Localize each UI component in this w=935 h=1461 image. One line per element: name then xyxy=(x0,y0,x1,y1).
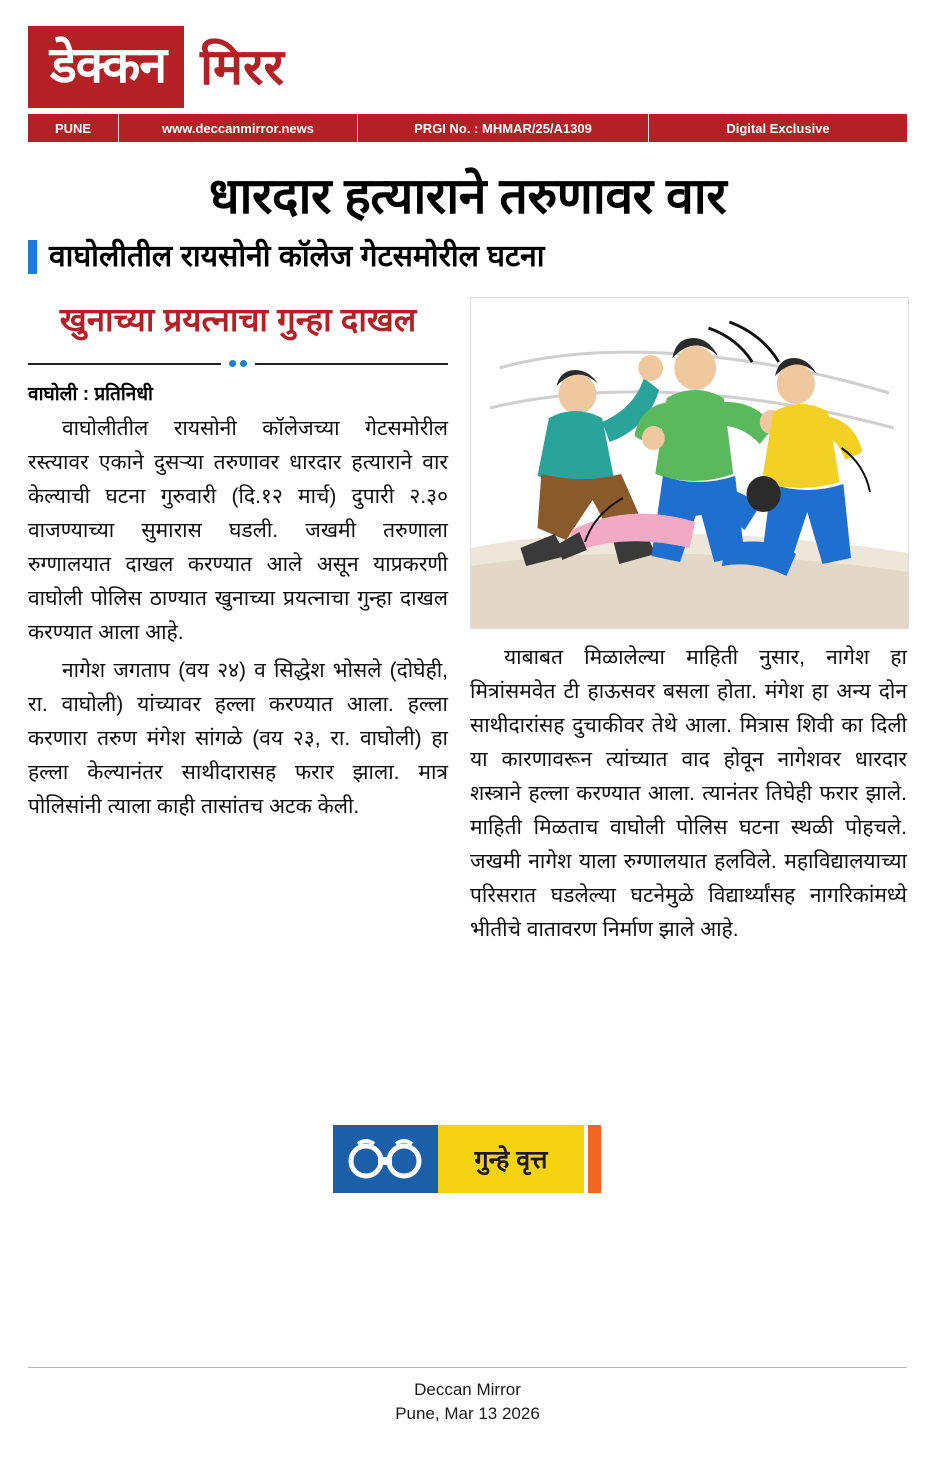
dot-icon xyxy=(229,360,236,367)
footer-place-date: Pune, Mar 13 2026 xyxy=(395,1404,540,1424)
logo-secondary-text: मिरर xyxy=(200,39,284,95)
kicker: खुनाच्या प्रयत्नाचा गुन्हा दाखल xyxy=(59,300,417,338)
left-column xyxy=(28,297,448,951)
info-bar xyxy=(28,114,907,142)
divider xyxy=(357,114,358,142)
article-photo xyxy=(470,297,909,629)
right-paragraph: याबाबत मिळालेल्या माहिती नुसार, नागेश हा मित्रांसमवेत टी हाऊसवर बसला होता. मंगेश हा अन्य दोन साथीदारांसह दुचाकीवर तेथे आला. मित्रास शिवी का दिली या कारणावरून त्यांच्यात वाद होवून नागेशवर धारदार शस्त्राने हल्ला करण्यात आला. त्यानंतर तिघेही फरार झाले. माहिती मिळताच वाघोली पोलिस घटना स्थळी पोहचले. जखमी नागेश याला रुग्णालयात हलविले. महाविद्यालयाच्या परिसरात घडलेल्या घटनेमुळे विद्यार्थ्यांसह नागरिकांमध्ये भीतीचे वातावरण निर्माण झाले आहे. xyxy=(470,645,907,941)
assault-illustration xyxy=(471,298,908,628)
left-paragraph: वाघोलीतील रायसोनी कॉलेजच्या गेटसमोरील रस्त्यावर एकाने दुसऱ्या तरुणावर धारदार हत्याराने वार केल्याची घटना गुरुवारी (दि.१२ मार्च) दुपारी २.३० वाजण्याच्या सुमारास घडली. जखमी तरुणाला रुग्णालयात दाखल करण्यात आले असून याप्रकरणी वाघोली पोलिस ठाण्यात खुनाच्या प्रयत्नाचा गुन्हा दाखल करण्यात आला आहे. xyxy=(28,416,448,644)
divider-dots xyxy=(221,360,255,367)
left-paragraph: नागेश जगताप (वय २४) व सिद्धेश भोसले (दोघेही, रा. वाघोली) यांच्यावर हल्ला करण्यात आला. हल्ला करणारा तरुण मंगेश सांगळे (वय २३, रा. वाघोली) हा हल्ला केल्यानंतर साथीदारासह फरार झाला. मात्र पोलिसांनी त्याला काही तासांतच अटक केली. xyxy=(28,658,448,818)
masthead xyxy=(28,26,907,108)
subhead: वाघोलीतील रायसोनी कॉलेज गेटसमोरील घटना xyxy=(49,240,545,273)
dot-icon xyxy=(240,360,247,367)
subhead-accent-bar xyxy=(28,240,37,274)
prgi-number: PRGI No. : MHMAR/25/A1309 xyxy=(414,120,592,136)
handcuffs-icon xyxy=(333,1125,438,1193)
divider-line-left xyxy=(28,363,221,365)
website-link[interactable]: www.deccanmirror.news xyxy=(162,120,314,136)
divider xyxy=(118,114,119,142)
right-column xyxy=(470,297,907,951)
right-paragraphs xyxy=(470,641,907,947)
article-body xyxy=(28,297,907,1174)
logo-primary-box xyxy=(28,26,184,108)
handcuffs-icon-svg xyxy=(342,1136,428,1182)
digital-exclusive-tag: Digital Exclusive xyxy=(726,120,830,136)
newspaper-page xyxy=(0,26,935,1461)
footer-divider xyxy=(28,1367,907,1368)
divider xyxy=(648,114,649,142)
badge-accent-bar xyxy=(588,1125,601,1193)
subhead-row xyxy=(28,240,907,275)
edition-label: PUNE xyxy=(54,120,92,136)
footer-publication: Deccan Mirror xyxy=(414,1379,521,1399)
divider-line-right xyxy=(255,363,448,365)
logo-primary-text: डेक्कन xyxy=(50,37,167,93)
crime-badge-label: गुन्हे वृत्त xyxy=(438,1125,584,1193)
crime-news-badge xyxy=(333,1125,601,1193)
byline: वाघोली : प्रतिनिधी xyxy=(28,383,153,405)
page-footer xyxy=(0,1367,935,1427)
decorative-divider xyxy=(28,358,448,370)
headline: धारदार हत्याराने तरुणावर वार xyxy=(208,168,727,224)
logo-secondary-text-wrap xyxy=(184,26,284,108)
